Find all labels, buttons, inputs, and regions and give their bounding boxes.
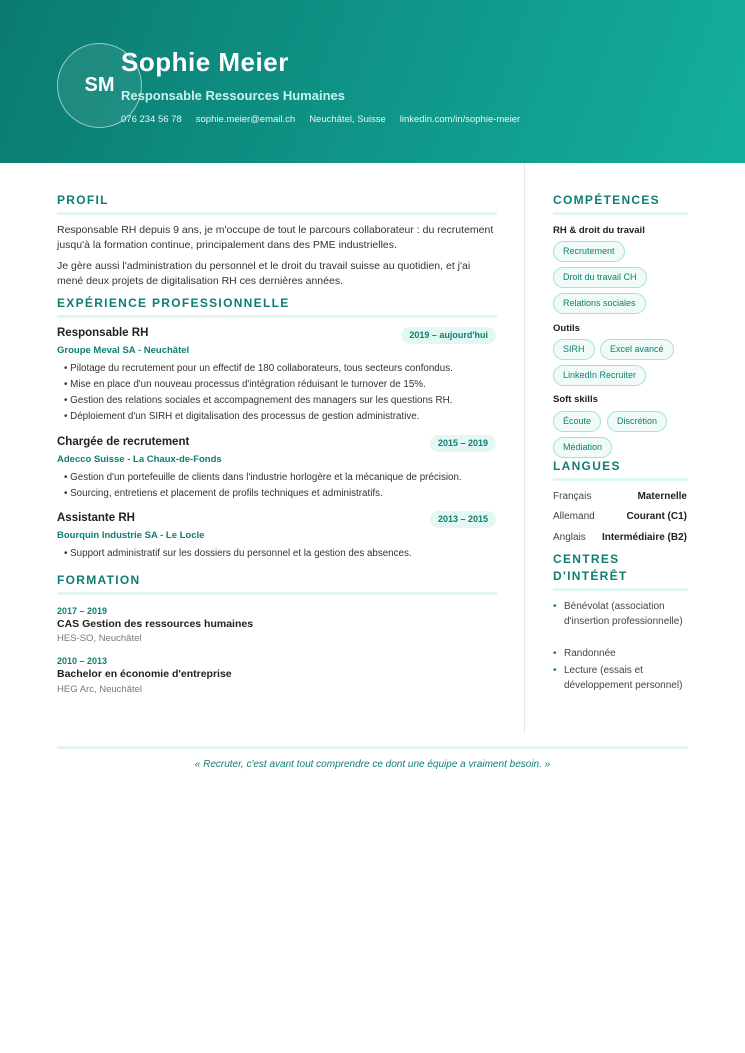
interest-item — [553, 647, 693, 662]
skill-tag: Excel avancé — [600, 339, 674, 360]
skill-tag: Recrutement — [553, 241, 625, 262]
job-bullet: • Déploiement d'un SIRH et digitalisation des processus de gestion administrative. — [64, 411, 420, 422]
interests-rule — [553, 588, 688, 591]
language-name: Français — [553, 491, 592, 502]
job-bullet: • Gestion d'un portefeuille de clients dans l'industrie horlogère et la mécanique de précision. — [64, 472, 462, 483]
footer-rule — [57, 746, 688, 749]
interests-heading — [553, 551, 628, 585]
language-level: Intermédiaire (B2) — [601, 532, 687, 543]
job-dates: 2013 – 2015 — [430, 511, 496, 528]
interests-heading-line: D'INTÉRÊT — [553, 569, 628, 583]
interest-text: Lecture (essais et développement personnel) — [564, 665, 683, 691]
education-school: HEG Arc, Neuchâtel — [57, 684, 143, 695]
education-dates: 2017 – 2019 — [57, 606, 108, 616]
contact-line — [121, 114, 520, 125]
candidate-role: Responsable Ressources Humaines — [121, 88, 345, 103]
skill-tag: Relations sociales — [553, 293, 646, 314]
education-school: HES-SO, Neuchâtel — [57, 633, 142, 644]
education-rule — [57, 592, 497, 595]
job-bullet: • Mise en place d'un nouveau processus d'intégration réduisant le turnover de 15%. — [64, 379, 426, 390]
candidate-name: Sophie Meier — [121, 47, 289, 77]
education-degree: CAS Gestion des ressources humaines — [57, 618, 254, 630]
education-heading: FORMATION — [57, 573, 141, 587]
skill-tag: LinkedIn Recruiter — [553, 365, 646, 386]
job-title: Responsable RH — [57, 327, 149, 339]
skill-tag: Discrétion — [607, 411, 667, 432]
interest-item — [553, 664, 693, 693]
skill-tag: Médiation — [553, 437, 612, 458]
skill-tag: SIRH — [553, 339, 595, 360]
skills-heading: COMPÉTENCES — [553, 193, 660, 207]
skill-group-label: Outils — [553, 323, 580, 334]
job-company: Groupe Meval SA - Neuchâtel — [57, 345, 190, 356]
language-level: Maternelle — [637, 491, 687, 502]
job-dates: 2015 – 2019 — [430, 435, 496, 452]
job-title: Chargée de recrutement — [57, 436, 190, 448]
languages-rule — [553, 478, 688, 481]
interests-heading-line: CENTRES — [553, 552, 620, 566]
job-dates: 2019 – aujourd'hui — [401, 327, 496, 344]
bullet-dot-icon: • — [553, 665, 557, 676]
language-name: Anglais — [553, 532, 586, 543]
language-name: Allemand — [553, 511, 595, 522]
education-dates: 2010 – 2013 — [57, 656, 108, 666]
job-bullet: • Pilotage du recrutement pour un effectif de 180 collaborateurs, tous secteurs confondus. — [64, 363, 453, 374]
skills-rule — [553, 212, 688, 215]
experience-rule — [57, 315, 497, 318]
languages-heading: LANGUES — [553, 459, 621, 473]
column-divider — [524, 163, 525, 733]
contact-email[interactable]: sophie.meier@email.ch — [195, 114, 296, 125]
contact-phone: 076 234 56 78 — [121, 114, 182, 125]
experience-heading: EXPÉRIENCE PROFESSIONNELLE — [57, 296, 290, 310]
interest-item — [553, 600, 693, 629]
job-title: Assistante RH — [57, 512, 135, 524]
job-bullet: • Gestion des relations sociales et accompagnement des managers sur les questions RH. — [64, 395, 453, 406]
profile-paragraph: Je gère aussi l'administration du personnel et le droit du travail suisse au quotidien, et j'ai mené deux projets de digitalisation RH ces dernières années. — [57, 260, 471, 287]
interest-text: Bénévolat (association d'insertion professionnelle) — [564, 601, 683, 627]
job-company: Adecco Suisse - La Chaux-de-Fonds — [57, 454, 222, 465]
contact-location: Neuchâtel, Suisse — [309, 114, 386, 125]
profile-paragraph: Responsable RH depuis 9 ans, je m'occupe de tout le parcours collaborateur : du recrutement jusqu'à la formation continue, principalement dans des PME industrielles. — [57, 224, 494, 251]
skill-tag: Droit du travail CH — [553, 267, 647, 288]
bullet-dot-icon: • — [553, 601, 557, 612]
profile-heading: PROFIL — [57, 193, 109, 207]
profile-rule — [57, 212, 497, 215]
interest-text: Randonnée — [564, 648, 616, 659]
language-level: Courant (C1) — [626, 511, 687, 522]
bullet-dot-icon: • — [553, 648, 557, 659]
avatar: SM — [57, 43, 142, 128]
skill-group-label: RH & droit du travail — [553, 225, 645, 236]
skill-tag: Écoute — [553, 411, 601, 432]
footer-quote: « Recruter, c'est avant tout comprendre ce dont une équipe a vraiment besoin. » — [194, 759, 551, 770]
contact-linkedin[interactable]: linkedin.com/in/sophie-meier — [399, 114, 521, 125]
education-degree: Bachelor en économie d'entreprise — [57, 668, 232, 680]
cv-header — [0, 0, 745, 163]
job-bullet: • Support administratif sur les dossiers du personnel et la gestion des absences. — [64, 548, 412, 559]
skill-group-label: Soft skills — [553, 394, 598, 405]
job-bullet: • Sourcing, entretiens et placement de profils techniques et administratifs. — [64, 488, 383, 499]
job-company: Bourquin Industrie SA - Le Locle — [57, 530, 205, 541]
